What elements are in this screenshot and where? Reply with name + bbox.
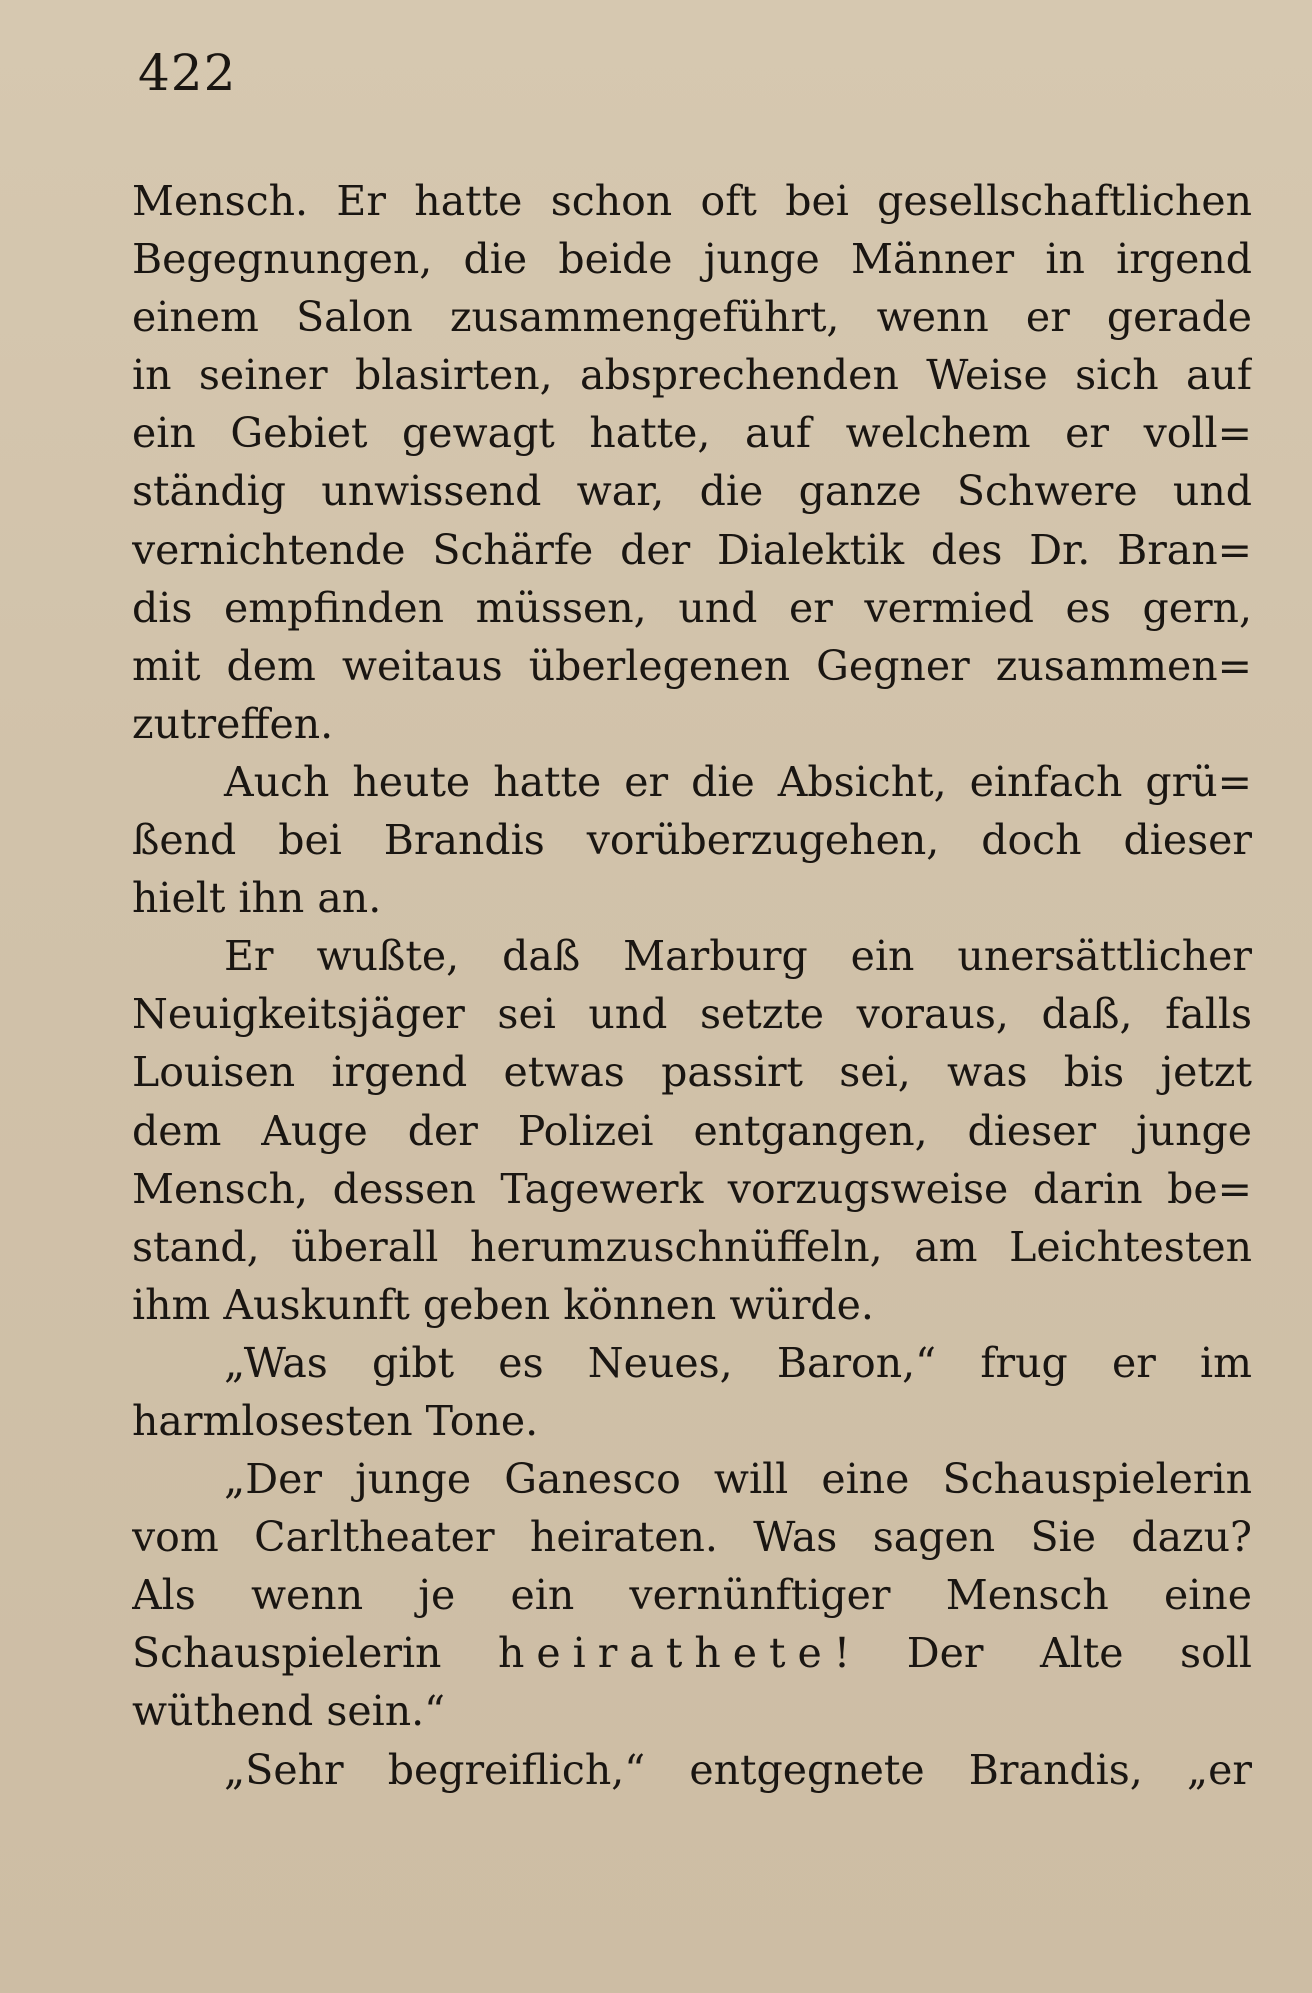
text-line: Louisen irgend etwas passirt sei, was bis jetzt	[132, 1048, 1252, 1097]
text-line: „Was gibt es Neues, Baron,“ frug er im	[224, 1338, 1252, 1387]
text-line: dem Auge der Polizei entgangen, dieser junge	[132, 1106, 1252, 1155]
text-line: Begegnungen, die beide junge Männer in irgend	[132, 235, 1252, 284]
text-line: Neuigkeitsjäger sei und setzte voraus, daß, falls	[132, 990, 1252, 1039]
text-line: zutreffen.	[132, 699, 334, 748]
text-line: stand, überall herumzuschnüffeln, am Leichtesten	[132, 1222, 1252, 1271]
text-line: ein Gebiet gewagt hatte, auf welchem er voll=	[132, 409, 1252, 458]
text-line: Mensch, dessen Tagewerk vorzugsweise darin be=	[132, 1164, 1252, 1213]
text-line: wüthend sein.“	[132, 1687, 446, 1736]
text-line: vernichtende Schärfe der Dialektik des Dr. Bran=	[132, 525, 1252, 574]
text-segment: ! Der Alte soll	[833, 1629, 1252, 1678]
text-line: ßend bei Brandis vorüberzugehen, doch dieser	[132, 816, 1252, 865]
text-line: „Der junge Ganesco will eine Schauspielerin	[224, 1455, 1252, 1504]
text-line: dis empfinden müssen, und er vermied es gern,	[132, 583, 1252, 632]
body-text	[132, 172, 1252, 1799]
text-line: mit dem weitaus überlegenen Gegner zusammen=	[132, 641, 1252, 690]
text-line: ihm Auskunft geben können würde.	[132, 1280, 874, 1329]
text-line: in seiner blasirten, absprechenden Weise sich auf	[132, 351, 1252, 400]
text-line: „Sehr begreiflich,“ entgegnete Brandis, „er	[224, 1745, 1252, 1794]
emphasized-word: heirathete	[498, 1629, 834, 1678]
text-line: Mensch. Er hatte schon oft bei gesellschaftlichen	[132, 177, 1252, 225]
text-line	[132, 1624, 1252, 1682]
text-line: Er wußte, daß Marburg ein unersättlicher	[224, 932, 1252, 981]
text-line: Auch heute hatte er die Absicht, einfach grü=	[224, 757, 1252, 806]
text-line: hielt ihn an.	[132, 874, 382, 923]
text-segment: Schauspielerin	[132, 1629, 499, 1678]
text-line: ständig unwissend war, die ganze Schwere und	[132, 467, 1252, 516]
text-line: harmlosesten Tone.	[132, 1396, 539, 1445]
page-number: 422	[138, 44, 237, 102]
text-line: Als wenn je ein vernünftiger Mensch eine	[132, 1571, 1252, 1620]
text-line: einem Salon zusammengeführt, wenn er gerade	[132, 293, 1252, 342]
text-line: vom Carltheater heiraten. Was sagen Sie dazu?	[132, 1513, 1252, 1562]
